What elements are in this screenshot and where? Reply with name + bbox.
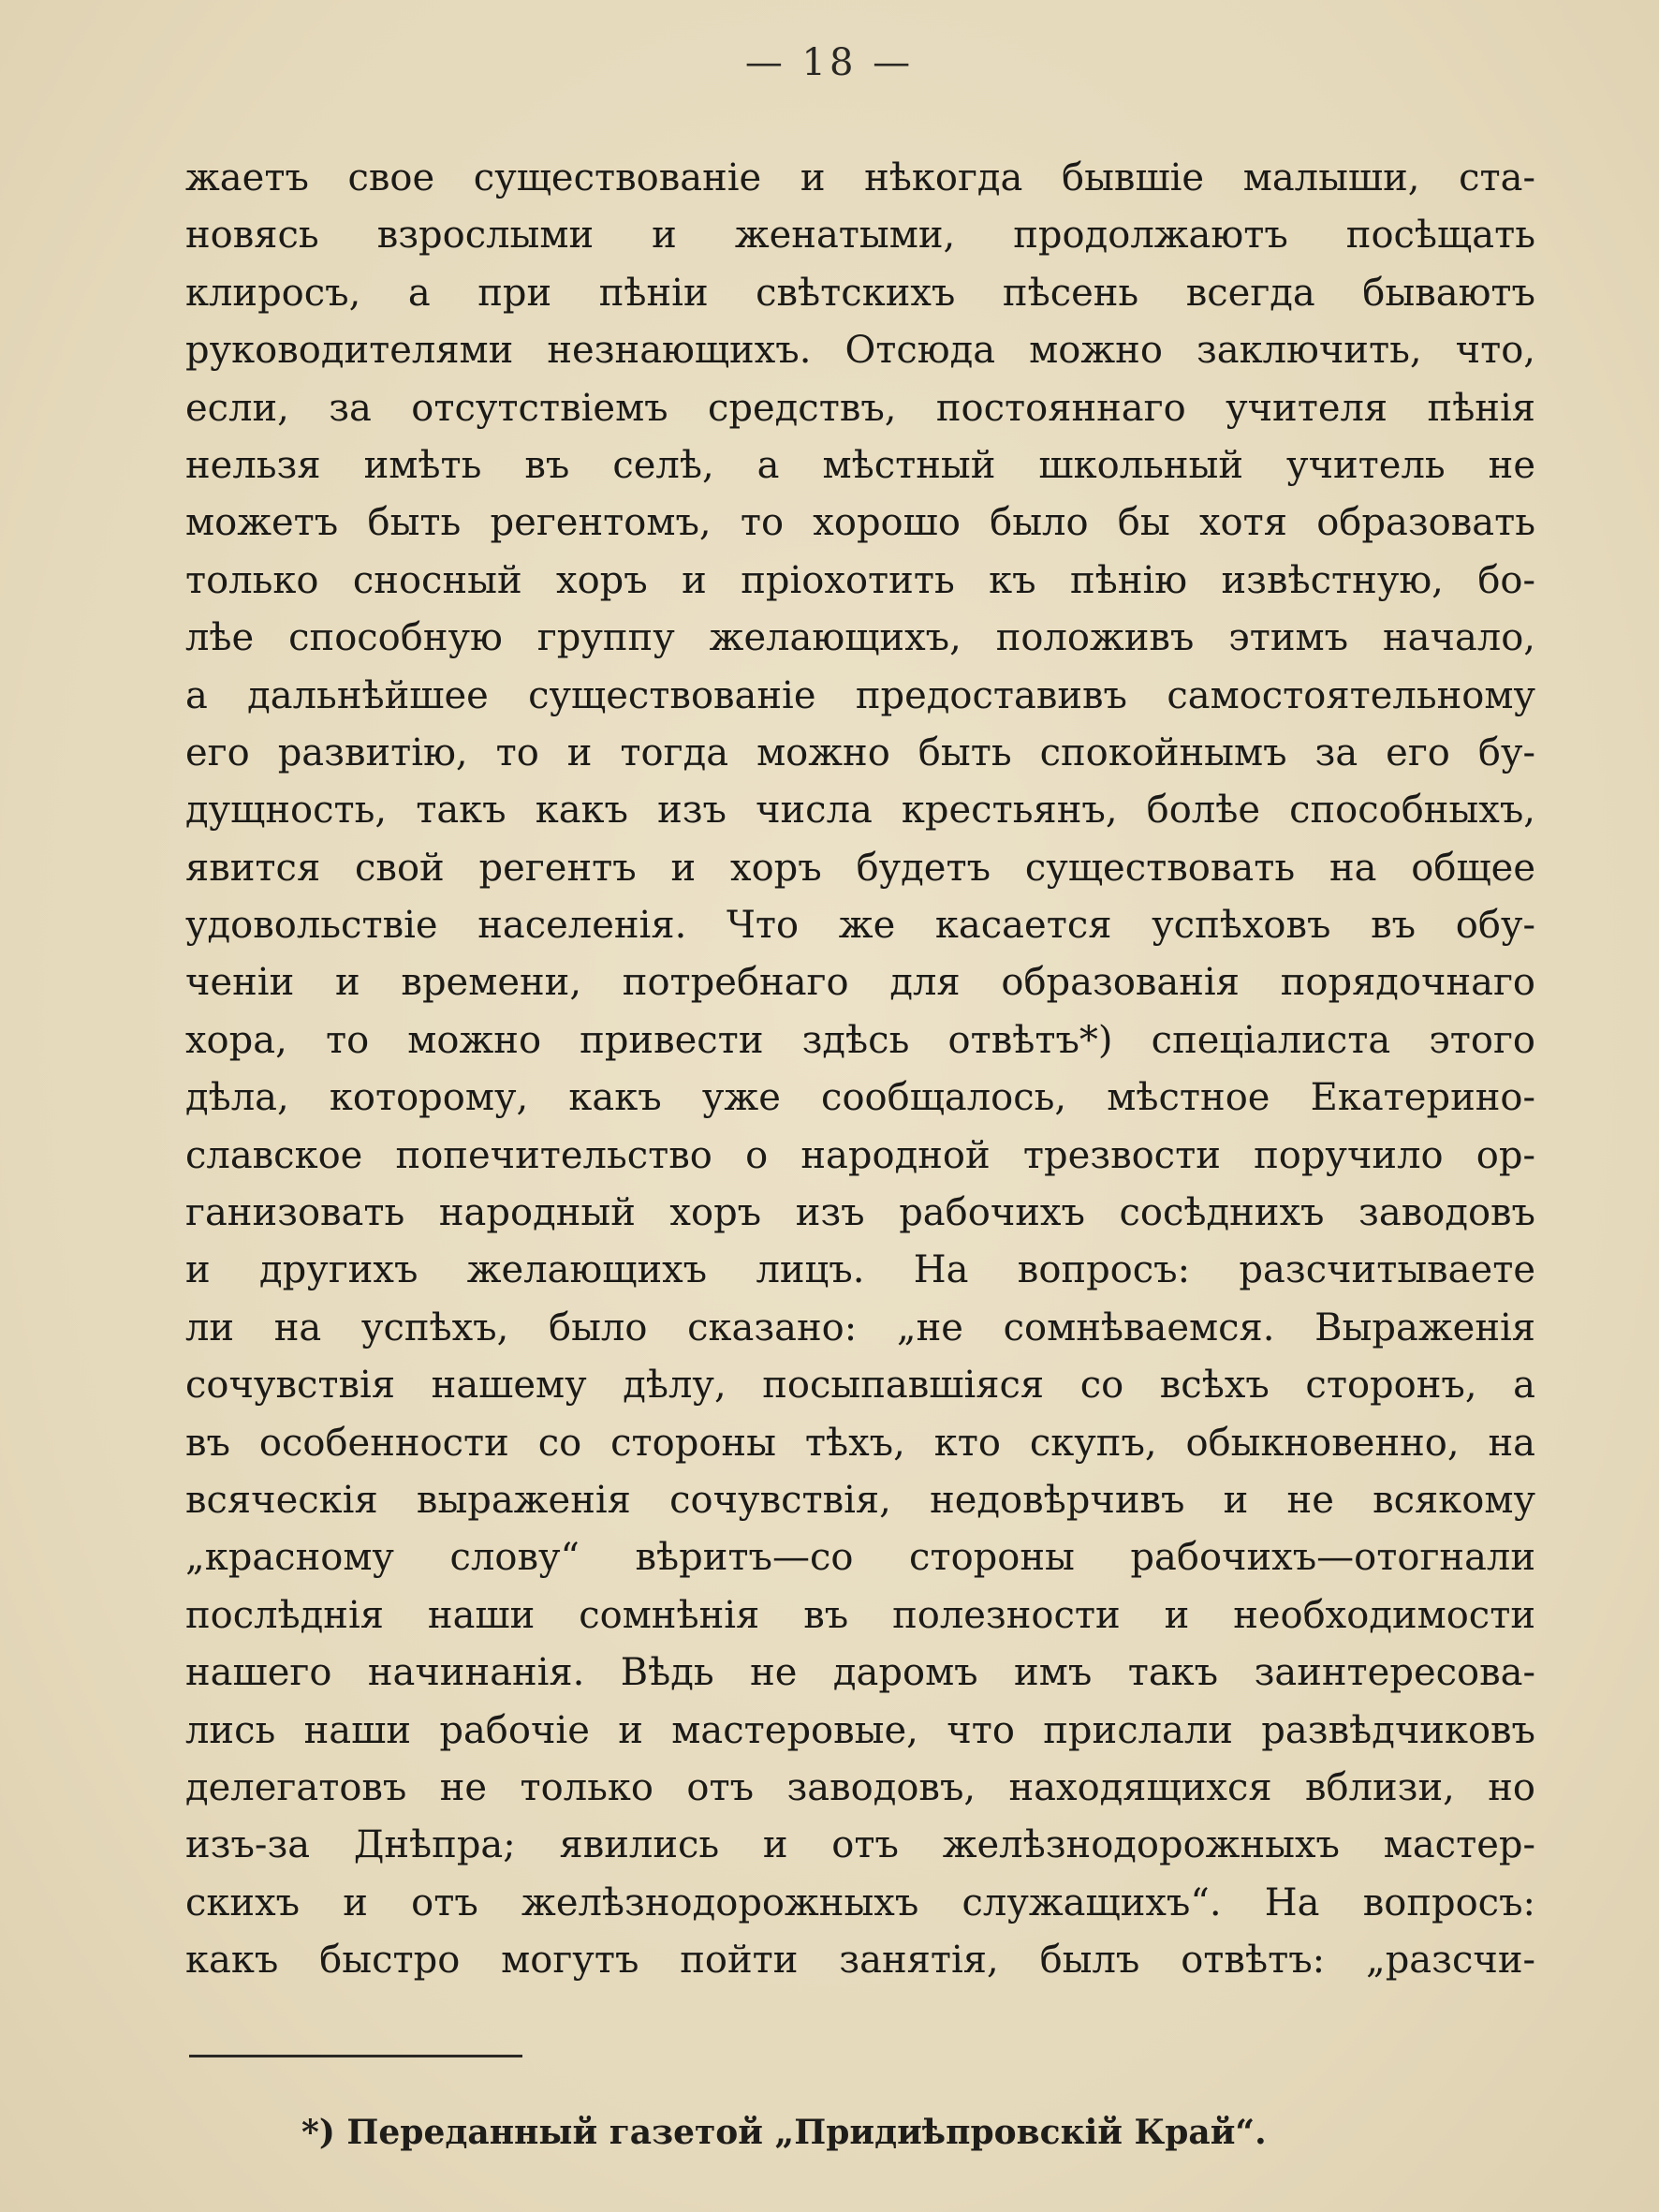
text-line: сочувствія нашему дѣлу, посыпавшіяся со всѣхъ сторонъ, а [185, 1364, 1535, 1408]
text-line: дущность, такъ какъ изъ числа крестьянъ, болѣе способныхъ, [185, 789, 1535, 833]
text-line: лѣе способную группу желающихъ, положивъ этимъ начало, [185, 616, 1535, 660]
text-line: дѣла, которому, какъ уже сообщалось, мѣстное Екатерино- [185, 1076, 1535, 1120]
text-line: послѣднія наши сомнѣнія въ полезности и необходимости [185, 1593, 1535, 1637]
text-line: изъ-за Днѣпра; явились и отъ желѣзнодорожныхъ мастер- [185, 1823, 1535, 1867]
text-line: хора, то можно привести здѣсь отвѣтъ*) спеціалиста этого [185, 1018, 1535, 1062]
text-line: клиросъ, а при пѣніи свѣтскихъ пѣсень всегда бываютъ [185, 271, 1535, 315]
footnote: *) Переданный газетой „Придиѣпровскій Край“. [301, 2113, 1267, 2152]
text-line: нашего начинанія. Вѣдь не даромъ имъ такъ заинтересова- [185, 1651, 1535, 1695]
text-line: и другихъ желающихъ лицъ. На вопросъ: разсчитываете [185, 1248, 1535, 1292]
body-text [185, 150, 1535, 1990]
page-number: — 18 — [744, 41, 915, 84]
text-line: ли на успѣхъ, было сказано: „не сомнѣваемся. Выраженія [185, 1305, 1535, 1349]
text-line: делегатовъ не только отъ заводовъ, находящихся вблизи, но [185, 1765, 1535, 1809]
footnote-rule [189, 2055, 522, 2057]
text-line: руководителями незнающихъ. Отсюда можно заключить, что, [185, 329, 1535, 373]
text-line: ганизовать народный хоръ изъ рабочихъ сосѣднихъ заводовъ [185, 1191, 1535, 1235]
text-line: жаетъ свое существованіе и нѣкогда бывшіе малыши, ста- [185, 156, 1535, 199]
text-line: славское попечительство о народной трезвости поручило ор- [185, 1133, 1535, 1177]
text-line: только сносный хоръ и пріохотить къ пѣнію извѣстную, бо- [185, 558, 1535, 602]
text-line: нельзя имѣть въ селѣ, а мѣстный школьный учитель не [185, 443, 1535, 487]
text-line: „красному слову“ вѣритъ—со стороны рабочихъ—отогнали [185, 1536, 1535, 1580]
text-line: можетъ быть регентомъ, то хорошо было бы хотя образовать [185, 501, 1535, 545]
text-line: явится свой регентъ и хоръ будетъ существовать на общее [185, 846, 1535, 890]
text-line: всяческія выраженія сочувствія, недовѣрчивъ и не всякому [185, 1478, 1535, 1522]
text-line: если, за отсутствіемъ средствъ, постояннаго учителя пѣнія [185, 386, 1535, 430]
text-line: въ особенности со стороны тѣхъ, кто скупъ, обыкновенно, на [185, 1421, 1535, 1465]
text-line: скихъ и отъ желѣзнодорожныхъ служащихъ“. На вопросъ: [185, 1880, 1535, 1924]
text-line: ченіи и времени, потребнаго для образованія порядочнаго [185, 961, 1535, 1005]
text-line: новясь взрослыми и женатыми, продолжаютъ посѣщать [185, 214, 1535, 258]
text-line: лись наши рабочіе и мастеровые, что прислали развѣдчиковъ [185, 1708, 1535, 1752]
text-line: а дальнѣйшее существованіе предоставивъ самостоятельному [185, 673, 1535, 717]
text-line: удовольствіе населенія. Что же касается успѣховъ въ обу- [185, 904, 1535, 948]
text-line: какъ быстро могутъ пойти занятія, былъ отвѣтъ: „разсчи- [185, 1939, 1535, 1983]
text-line: его развитію, то и тогда можно быть спокойнымъ за его бу- [185, 730, 1535, 774]
